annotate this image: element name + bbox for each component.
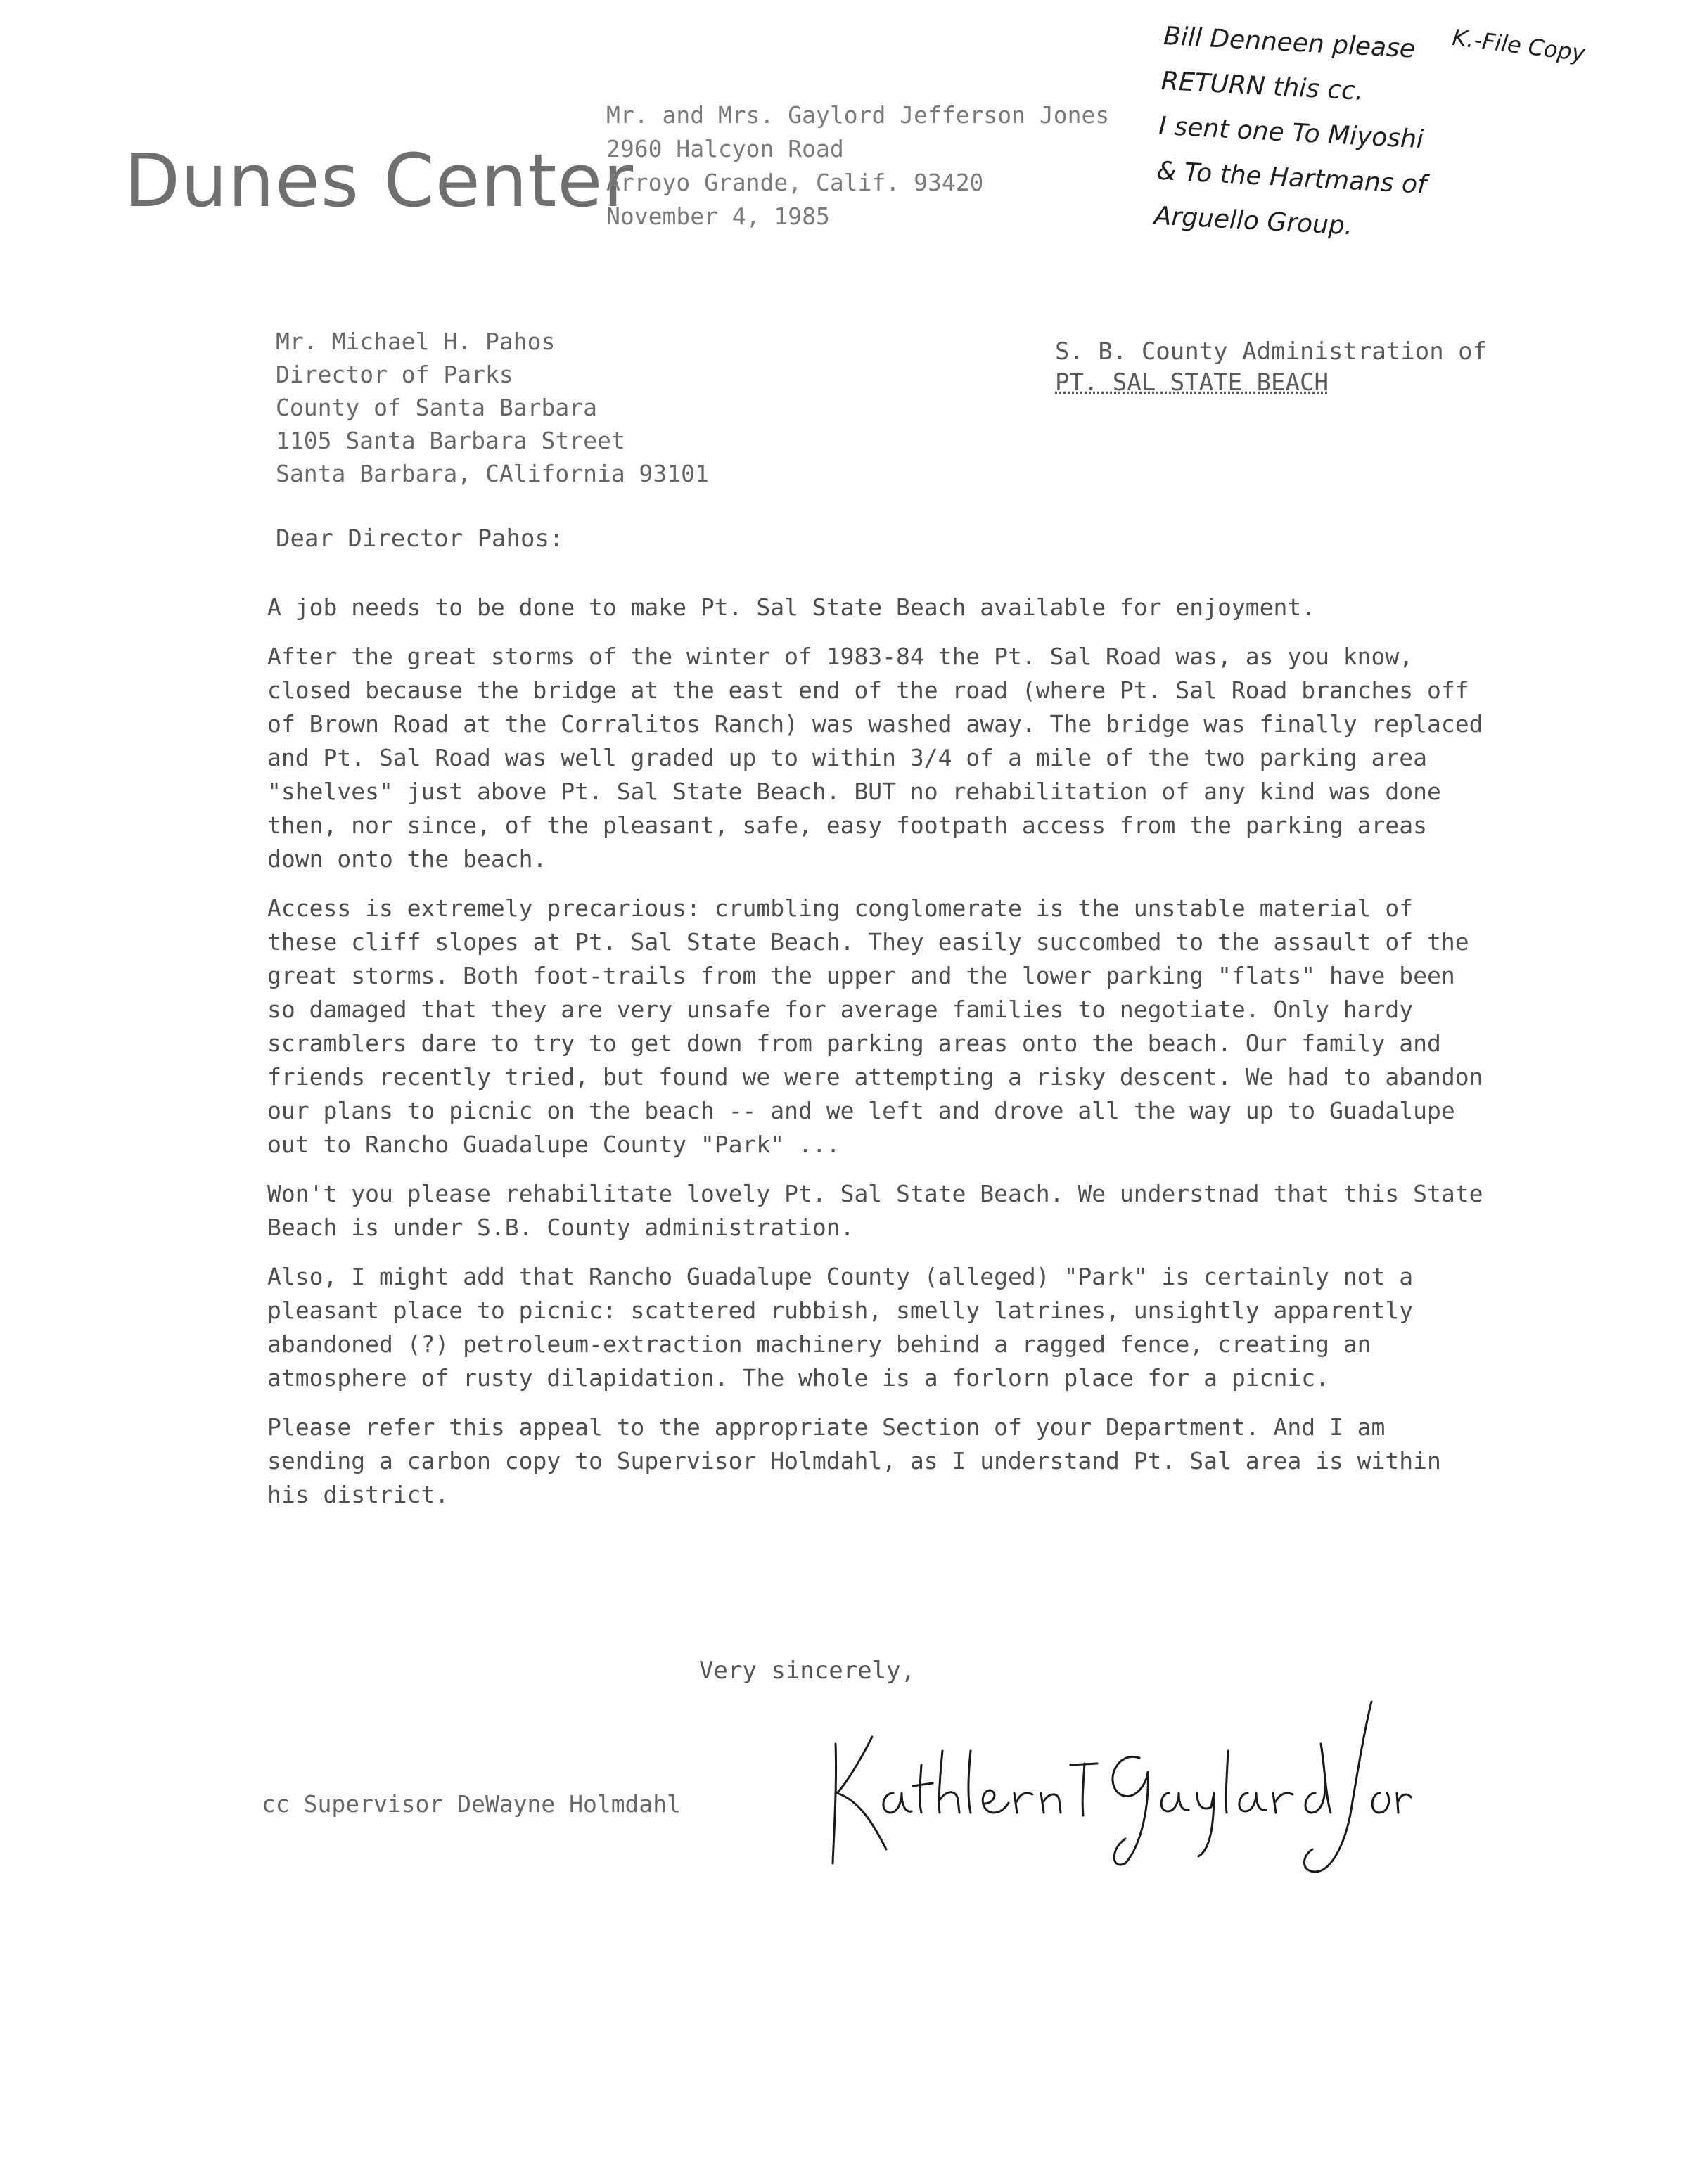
note-line-1: Bill Denneen please [1163,21,1417,64]
recipient-title: Director of Parks [276,361,513,388]
handwritten-note [1153,14,1670,265]
note-line-3: I sent one To Miyoshi [1158,111,1424,155]
subject-block [1055,336,1487,398]
recipient-street: 1105 Santa Barbara Street [276,427,625,454]
recipient-address [276,325,709,490]
note-line-5: Arguello Group. [1153,201,1354,241]
signature-image [809,1688,1414,1884]
note-line-4: & To the Hartmans of [1156,156,1427,200]
letter-date: November 4, 1985 [606,203,830,230]
recipient-org: County of Santa Barbara [276,394,597,421]
watermark-logo: Dunes Center [124,138,634,224]
body-paragraph-1: A job needs to be done to make Pt. Sal State Beach available for enjoyment. [267,593,1316,621]
letter-body [267,591,1491,1527]
carbon-copy-line: cc Supervisor DeWayne Holmdahl [262,1790,682,1818]
note-line-2: RETURN this cc. [1160,66,1364,106]
body-paragraph-5: Also, I might add that Rancho Guadalupe County (alleged) "Park" is certainly not a pleasant place to picnic: scattered rubbish, smelly latrines, unsightly apparently abandoned (?) petroleum-extraction machinery behind a ragged fence, creating an atmosphere of rusty dilapidation. The whole is a forlorn place for a picnic. [267,1263,1414,1392]
salutation: Dear Director Pahos: [276,525,564,553]
recipient-name: Mr. Michael H. Pahos [276,328,556,355]
file-copy-note: K.-File Copy [1450,23,1587,67]
sender-address [606,98,1109,233]
subject-line-2: PT. SAL STATE BEACH [1055,368,1329,397]
body-paragraph-4: Won't you please rehabilitate lovely Pt. Sal State Beach. We understnad that this State Beach is under S.B. County administration. [267,1180,1483,1241]
sender-street: 2960 Halcyon Road [606,135,844,162]
recipient-city: Santa Barbara, CAlifornia 93101 [276,460,709,487]
body-paragraph-3: Access is extremely precarious: crumbling conglomerate is the unstable material of these cliff slopes at Pt. Sal State Beach. They easily succombed to the assault of the great storms. Both foot-trails from the upper and the lower parking "flats" have been so damaged that they are very unsafe for average families to negotiate. Only hardy scramblers dare to try to get down from parking areas onto the beach. Our family and friends recently tried, but found we were attempting a risky descent. We had to abandon our plans to picnic on the beach -- and we left and drove all the way up to Guadalupe out to Rancho Guadalupe County "Park" ... [267,894,1483,1158]
body-paragraph-2: After the great storms of the winter of 1983-84 the Pt. Sal Road was, as you know, closed because the bridge at the east end of the road (where Pt. Sal Road branches off of Brown Road at the Corralitos Ranch) was washed away. The bridge was finally replaced and Pt. Sal Road was well graded up to within 3/4 of a mile of the two parking area "shelves" just above Pt. Sal State Beach. BUT no rehabilitation of any kind was done then, nor since, of the pleasant, safe, easy footpath access from the parking areas down onto the beach. [267,643,1483,873]
closing: Very sincerely, [699,1657,916,1685]
sender-city: Arroyo Grande, Calif. 93420 [606,169,984,196]
subject-line-1: S. B. County Administration of [1055,338,1488,366]
body-paragraph-6: Please refer this appeal to the appropriate Section of your Department. And I am sending a carbon copy to Supervisor Holmdahl, as I understand Pt. Sal area is within his district. [267,1413,1441,1508]
sender-name: Mr. and Mrs. Gaylord Jefferson Jones [606,101,1110,129]
